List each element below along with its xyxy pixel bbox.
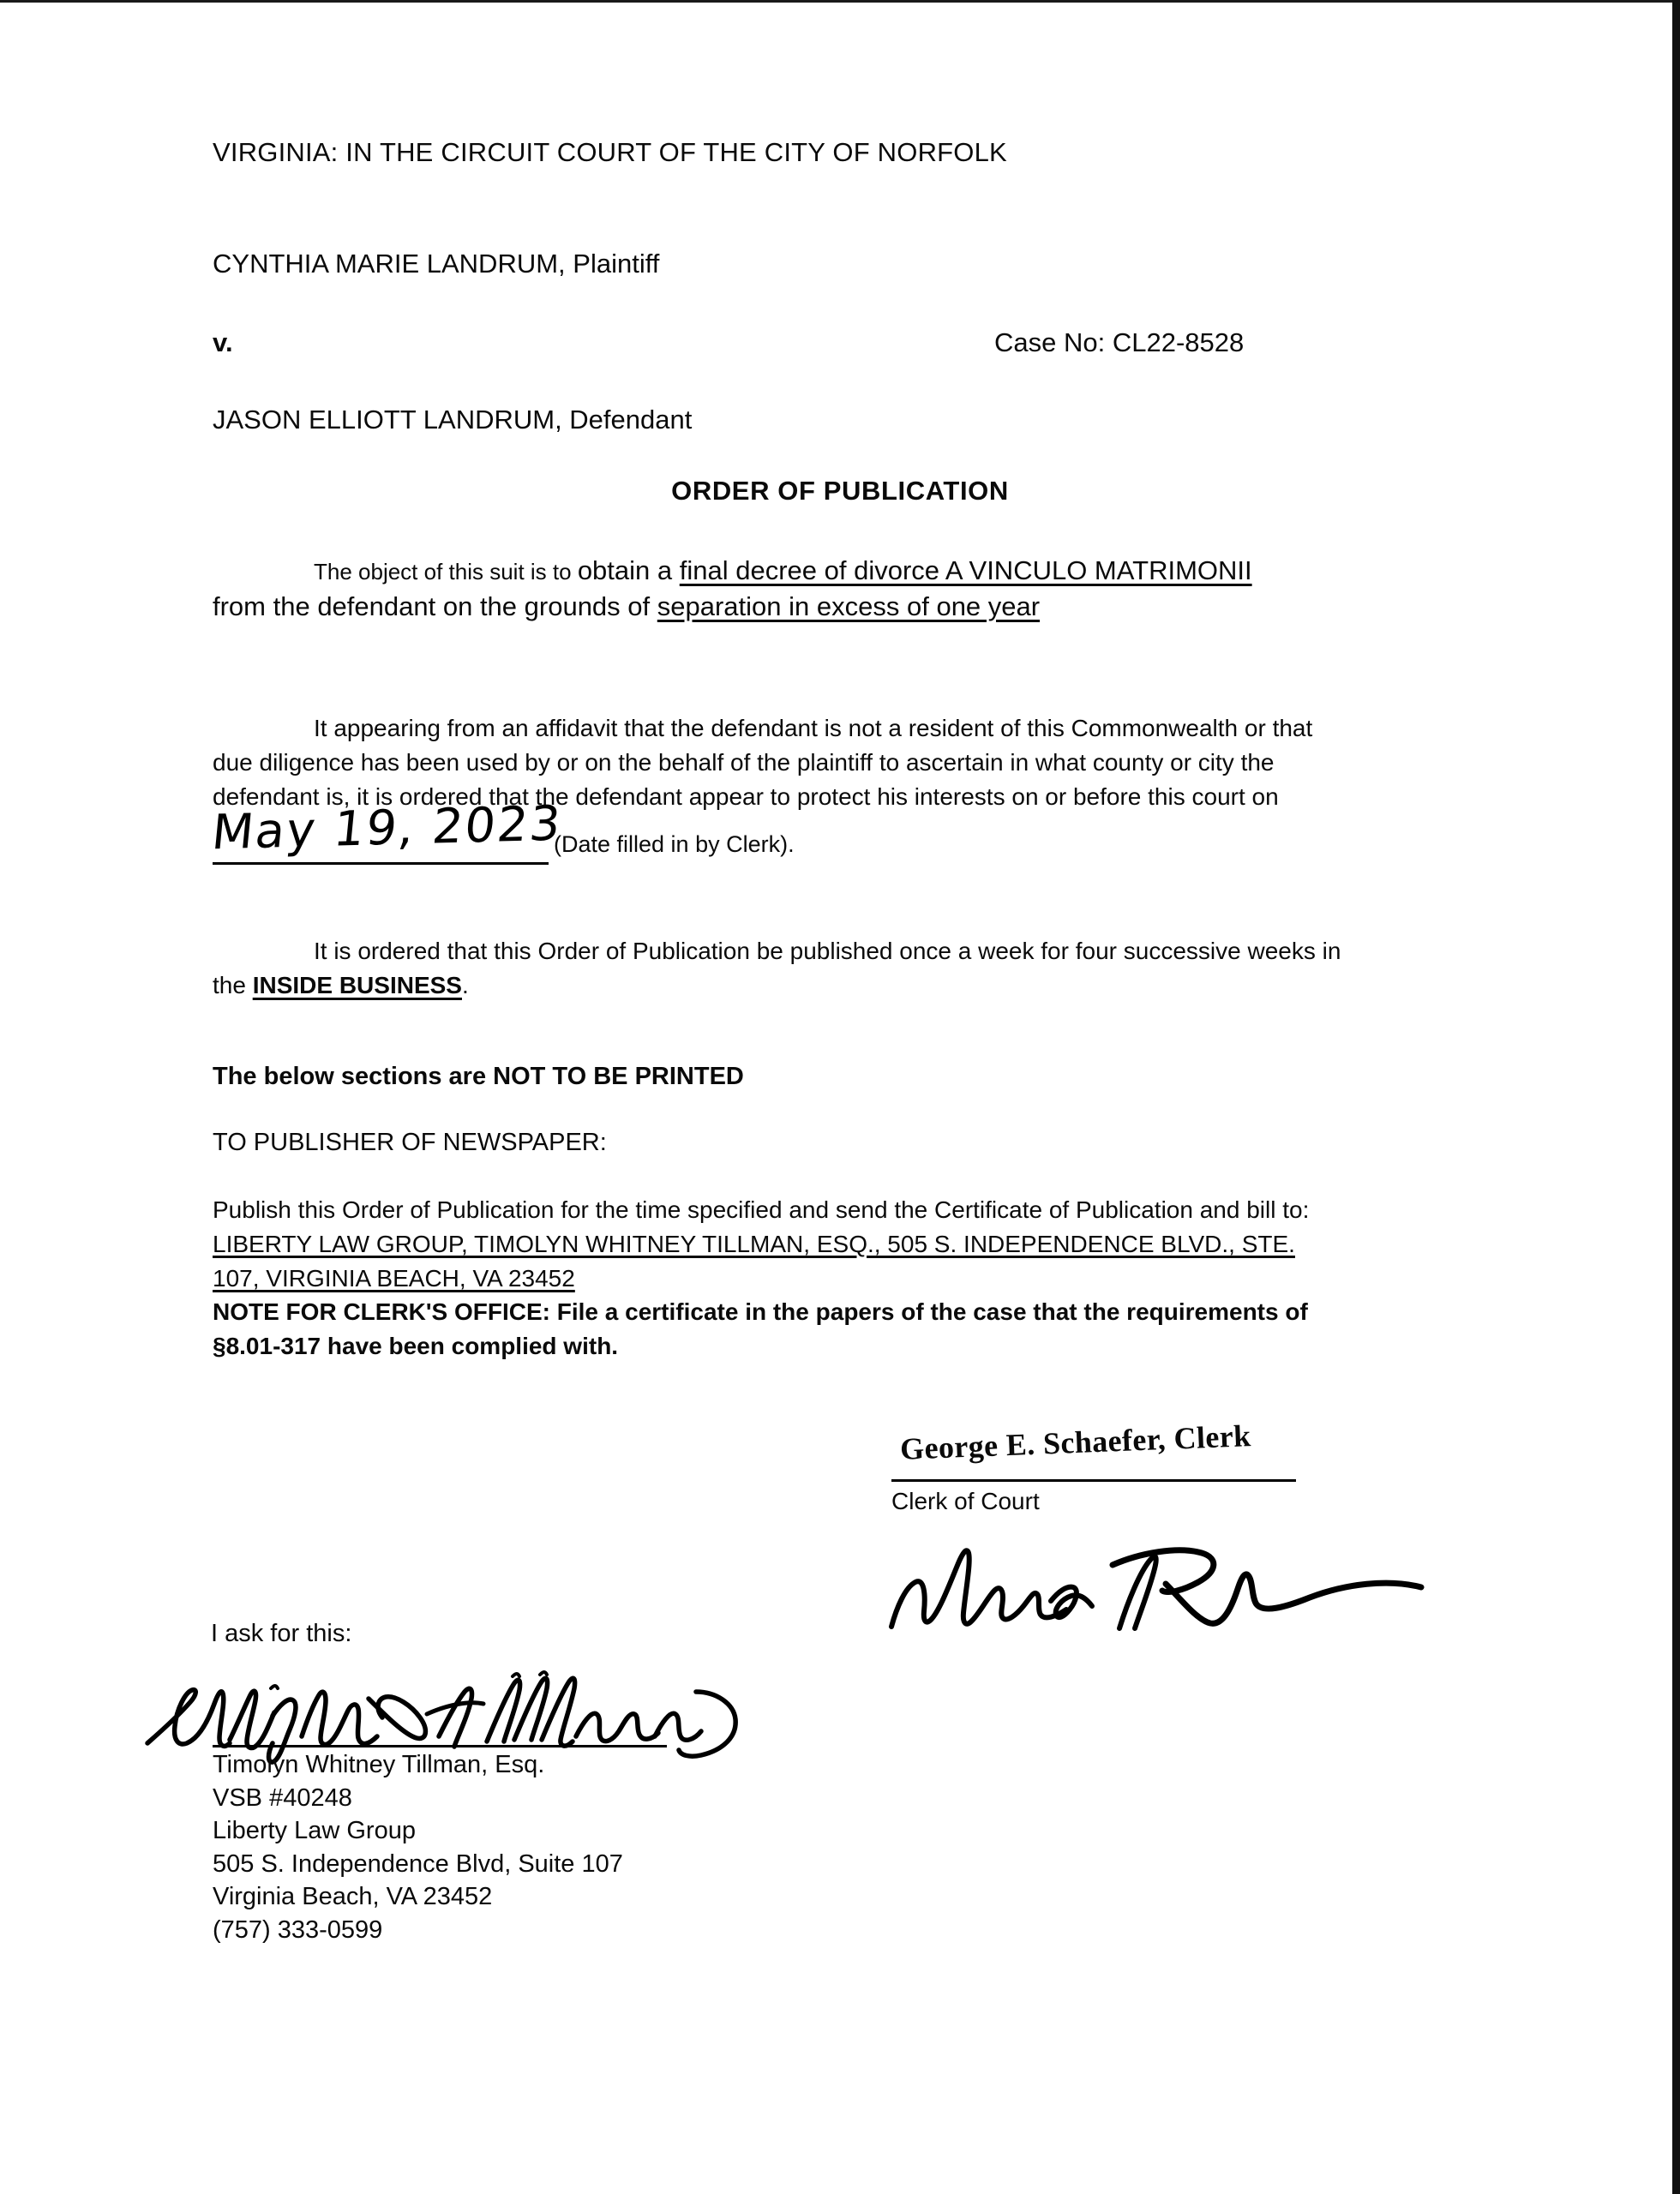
- newspaper-name-value: INSIDE BUSINESS: [252, 971, 462, 998]
- not-to-be-printed-notice: The below sections are NOT TO BE PRINTED: [213, 1063, 744, 1090]
- defendant-line: JASON ELLIOTT LANDRUM, Defendant: [213, 405, 693, 435]
- clerk-name-stamp: George E. Schaefer, Clerk: [899, 1418, 1252, 1466]
- page-title: ORDER OF PUBLICATION: [671, 476, 1009, 506]
- to-publisher-heading: TO PUBLISHER OF NEWSPAPER:: [213, 1129, 607, 1156]
- bill-to-address-line-1: LIBERTY LAW GROUP, TIMOLYN WHITNEY TILLMAN, ESQ., 505 S. INDEPENDENCE BLVD., STE.: [213, 1230, 1295, 1257]
- relief-requested-value: final decree of divorce A VINCULO MATRIMONII: [679, 555, 1252, 585]
- court-header: VIRGINIA: IN THE CIRCUIT COURT OF THE CITY OF NORFOLK: [213, 137, 1007, 167]
- case-number: Case No: CL22-8528: [994, 327, 1245, 357]
- attorney-vsb-number: VSB #40248: [213, 1783, 352, 1812]
- attorney-city-state-zip: Virginia Beach, VA 23452: [213, 1883, 493, 1911]
- object-of-suit-paragraph: [213, 553, 1457, 624]
- attorney-signature-rule: [213, 1745, 667, 1747]
- scan-edge-right: [1672, 0, 1680, 2194]
- scan-edge-top: [0, 0, 1680, 3]
- affidavit-line-1: It appearing from an affidavit that the defendant is not a resident of this Commonwealth or that: [314, 715, 1313, 741]
- clerk-of-court-label: Clerk of Court: [891, 1488, 1040, 1514]
- plaintiff-line: CYNTHIA MARIE LANDRUM, Plaintiff: [213, 249, 660, 279]
- clerk-signature-rule: [891, 1479, 1296, 1482]
- date-underline-rule: [213, 862, 549, 865]
- bill-to-address-line-2: 107, VIRGINIA BEACH, VA 23452: [213, 1264, 575, 1292]
- publisher-instruction-block: [213, 1193, 1457, 1364]
- versus-label: v.: [213, 327, 233, 357]
- publication-order-line-2-tail: .: [461, 971, 469, 998]
- publication-order-paragraph: [213, 934, 1457, 1003]
- date-filled-note: (Date filled in by Clerk).: [554, 831, 795, 857]
- clerk-office-note-line-2: §8.01-317 have been complied with.: [213, 1333, 619, 1359]
- attorney-street-address: 505 S. Independence Blvd, Suite 107: [213, 1849, 623, 1878]
- grounds-lead-text: from the defendant on the grounds of: [213, 590, 657, 621]
- object-lead-text: The object of this suit is to: [314, 559, 578, 584]
- attorney-firm: Liberty Law Group: [213, 1817, 416, 1845]
- affidavit-paragraph: [213, 711, 1457, 813]
- deputy-clerk-signature: [883, 1534, 1449, 1646]
- attorney-contact-block: [213, 1748, 623, 1946]
- affidavit-line-2: due diligence has been used by or on the behalf of the plaintiff to ascertain in what county or city the: [213, 748, 1275, 776]
- attorney-phone: (757) 333-0599: [213, 1915, 383, 1944]
- attorney-name: Timolyn Whitney Tillman, Esq.: [213, 1751, 545, 1778]
- i-ask-for-this-label: I ask for this:: [211, 1620, 352, 1647]
- affidavit-line-3: defendant is, it is ordered that the defendant appear to protect his interests on or before this court on: [213, 782, 1279, 810]
- publication-order-line-2-lead: the: [213, 971, 253, 998]
- publisher-instruction-text: Publish this Order of Publication for the time specified and send the Certificate of Publication and bill to:: [213, 1196, 1310, 1223]
- publication-order-line-1: It is ordered that this Order of Publication be published once a week for four successive weeks in: [314, 938, 1341, 964]
- object-obtain-text: obtain a: [577, 555, 680, 585]
- grounds-value: separation in excess of one year: [657, 590, 1041, 621]
- handwritten-date-value: May 19, 2023: [209, 795, 565, 861]
- clerk-office-note-line-1: NOTE FOR CLERK'S OFFICE: File a certificate in the papers of the case that the requirements of: [213, 1298, 1308, 1326]
